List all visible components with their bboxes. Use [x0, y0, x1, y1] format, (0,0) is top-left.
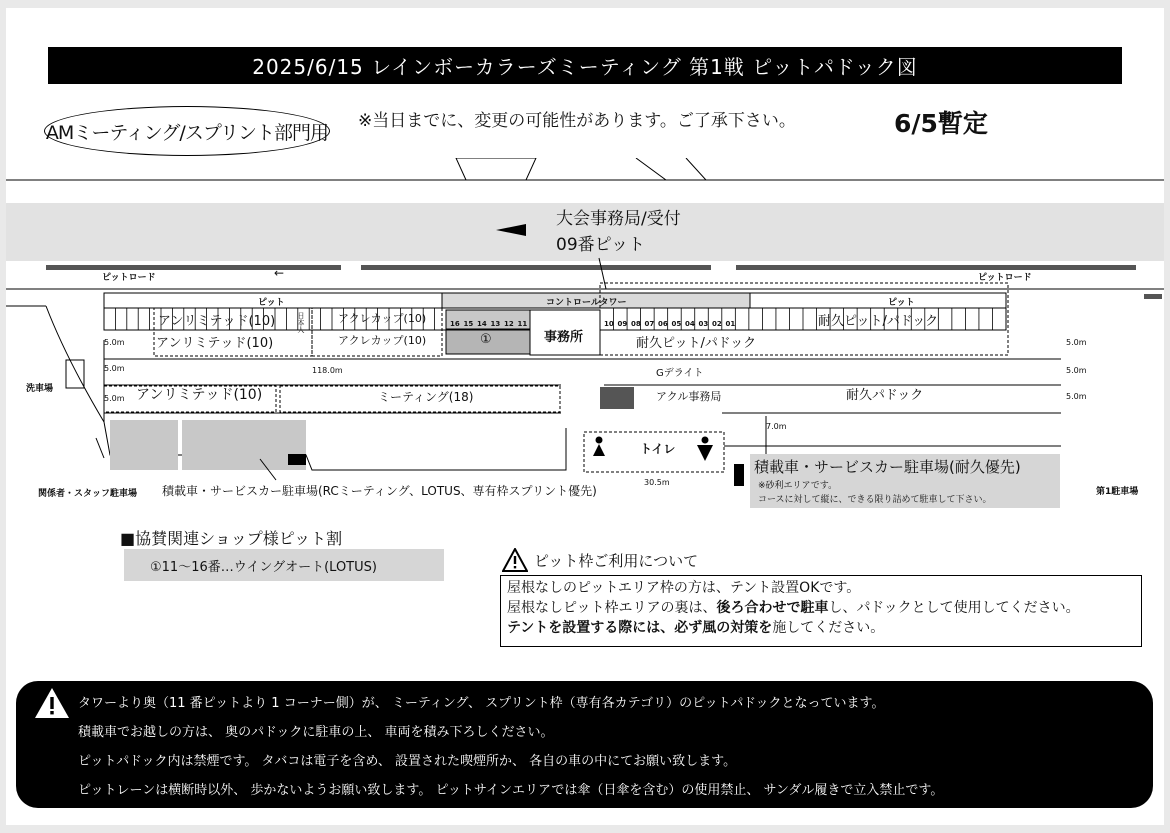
pit-number: 15 — [463, 320, 474, 328]
change-notice: ※当日までに、変更の可能性があります。ご了承下さい。 — [358, 111, 796, 131]
barrier-1 — [46, 265, 341, 270]
pit-number: 09 — [617, 320, 628, 328]
warning-icon — [502, 548, 528, 572]
pit-number: 14 — [477, 320, 487, 328]
sponsor-entry: ①11～16番…ウイングオート(LOTUS) — [124, 549, 444, 581]
shop-zone-label: ① — [480, 332, 492, 347]
office-pit-number: 09番ピット — [556, 235, 645, 255]
acre-pit-label: アクレカップ(10) — [338, 312, 427, 325]
road-merge-left — [456, 158, 536, 180]
office-pointer — [599, 258, 606, 289]
toilet-men-icon — [696, 436, 714, 466]
rule-line-4: ピットレーンは横断時以外、 歩かないようお願い致します。 ピットサインエリアでは傘（日傘を含む）の使用禁止、 サンダル履きで立入禁止です。 — [78, 783, 944, 798]
vertical-label: 日本人 — [297, 312, 305, 333]
pit-road-label-left: ピットロード — [102, 273, 156, 283]
pit-number: 04 — [685, 320, 695, 328]
line3-part-b: 施してください。 — [772, 620, 885, 636]
first-parking-label: 第1駐車場 — [1096, 487, 1139, 497]
pit-number: 13 — [490, 320, 501, 328]
gd-light-label: Gデライト — [656, 368, 704, 379]
loader-parking-right-label: 積載車・サービスカー駐車場(耐久優先) — [754, 458, 1021, 476]
line2-part-c: し、パドックとして使用してください。 — [828, 600, 1080, 616]
gravel-note-1: ※砂利エリアです。 — [758, 481, 838, 491]
dim-118m: 118.0m — [312, 366, 343, 375]
gravel-note-2: コースに対して縦に、できる限り詰めて駐車して下さい。 — [758, 495, 992, 505]
office-building-label: 事務所 — [544, 330, 584, 345]
toilet-women-icon — [592, 436, 606, 464]
line3-emphasis: テントを設置する際には、必ず風の対策を — [507, 620, 773, 636]
pit-header-left-label: ピット — [258, 298, 285, 308]
dim-right-3: 5.0m — [1066, 392, 1087, 401]
staff-parking-label: 関係者・スタッフ駐車場 — [38, 489, 138, 499]
pit-number: 01 — [725, 320, 736, 328]
endurance-pit-label: 耐久ピット/パドック — [818, 314, 939, 329]
rules-box — [16, 681, 1153, 808]
pit-number: 08 — [631, 320, 641, 328]
toilet-label: トイレ — [640, 442, 676, 456]
dim-left-3: 5.0m — [104, 394, 125, 403]
pit-road-arrow: ← — [274, 266, 285, 280]
warning-icon-white — [34, 687, 70, 719]
dim-7m-label: 7.0m — [766, 422, 787, 431]
pit-number: 05 — [671, 320, 682, 328]
pit-header-right — [750, 293, 1006, 308]
parking-marker — [288, 454, 306, 465]
endurance-pit2-label: 耐久ピット/パドック — [636, 336, 757, 351]
pit-usage-line-1: 屋根なしのピットエリア枠の方は、テント設置OKです。 — [507, 580, 861, 596]
loader-parking-2 — [182, 420, 306, 470]
rule-line-2: 積載車でお越しの方は、 奥のパドックに駐車の上、 車両を積み下ろしください。 — [78, 725, 554, 740]
pit-road-label-right: ピットロード — [978, 273, 1032, 283]
barrier-2 — [361, 265, 711, 270]
right-parking-marker — [734, 464, 744, 486]
barrier-3 — [736, 265, 1136, 270]
pit-number: 07 — [644, 320, 655, 328]
sponsor-heading: ■協賛関連ショップ様ピット割 — [120, 529, 343, 548]
loader-parking-1 — [110, 420, 178, 470]
acre-row2-label: アクレカップ(10) — [338, 334, 427, 347]
map-sheet — [6, 8, 1164, 825]
office-label: 大会事務局/受付 — [556, 209, 681, 229]
akr-office-label: アクル事務局 — [656, 390, 722, 403]
pit-usage-line-3 — [507, 618, 1135, 638]
pit-usage-heading-text: ピット枠ご利用について — [534, 551, 699, 570]
dim-right-1: 5.0m — [1066, 338, 1087, 347]
unlimited-pit-label: アンリミテッド(10) — [158, 314, 276, 329]
rule-line-1: タワーより奥（11 番ピットより 1 コーナー側）が、 ミーティング、 スプリント枠（専有各カテゴリ）のピットパドックとなっています。 — [78, 696, 885, 711]
pit-usage-box — [500, 575, 1142, 647]
unlimited-row3-label: アンリミテッド(10) — [136, 387, 263, 403]
line2-emphasis: 後ろ合わせで駐車 — [716, 600, 829, 616]
rule-line-3: ピットパドック内は禁煙です。 タバコは電子を含め、 設置された喫煙所か、 各自の車の中にてお願い致します。 — [78, 754, 737, 769]
loader-parking-left-label: 積載車・サービスカー駐車場(RCミーティング、LOTUS、専有枠スプリント優先) — [162, 484, 597, 498]
pit-number: 10 — [604, 320, 614, 328]
pit-number: 06 — [658, 320, 668, 328]
meeting-label: ミーティング(18) — [378, 390, 474, 404]
pit-number: 03 — [698, 320, 709, 328]
pit-usage-heading — [502, 548, 698, 572]
dim-left-1: 5.0m — [104, 338, 125, 347]
pit-number: 02 — [712, 320, 722, 328]
right-road-marker — [1144, 294, 1162, 299]
pit-number: 11 — [517, 320, 528, 328]
pit-usage-line-2 — [507, 598, 1135, 618]
gd-light-building — [600, 387, 634, 409]
page-title: 2025/6/15 レインボーカラーズミーティング 第1戦 ピットパドック図 — [48, 47, 1122, 84]
dim-left-2: 5.0m — [104, 364, 125, 373]
dim-right-2: 5.0m — [1066, 366, 1087, 375]
control-tower-label: コントロールタワー — [546, 298, 627, 308]
line2-part-a: 屋根なしピット枠エリアの裏は、 — [507, 600, 717, 616]
category-badge: AMミーティング/スプリント部門用 — [44, 106, 330, 156]
unlimited-row2-label: アンリミテッド(10) — [156, 336, 274, 351]
pit-number: 12 — [504, 320, 514, 328]
dim-30m-label: 30.5m — [644, 478, 670, 487]
pit-header-right-label: ピット — [888, 298, 915, 308]
car-wash-building — [66, 360, 84, 388]
staff-pointer — [96, 438, 104, 458]
endurance-paddock-label: 耐久パドック — [846, 388, 924, 403]
provisional-date: 6/5暫定 — [894, 109, 988, 138]
pit-number: 16 — [450, 320, 460, 328]
car-wash-label: 洗車場 — [26, 384, 54, 394]
road-merge-right — [636, 158, 706, 180]
